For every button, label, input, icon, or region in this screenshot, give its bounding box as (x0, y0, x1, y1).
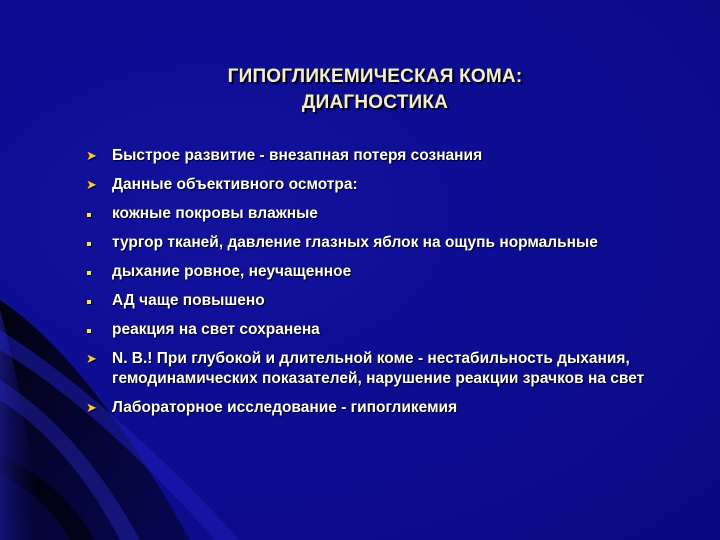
bullet-text: АД чаще повышено (112, 292, 265, 309)
square-dot-icon (87, 271, 91, 275)
square-dot-icon (87, 242, 91, 246)
bullet-list (86, 146, 686, 427)
square-dot-icon (87, 329, 91, 333)
bullet-text: дыхание ровное, неучащенное (112, 263, 352, 280)
bullet-text: Данные объективного осмотра: (112, 176, 358, 193)
bullet-item (86, 349, 686, 389)
bullet-text: реакция на свет сохранена (112, 321, 320, 338)
bullet-item (86, 175, 686, 195)
square-dot-icon (87, 300, 91, 304)
arrow-icon: ➤ (86, 400, 97, 415)
bullet-text: Быстрое развитие - внезапная потеря сознания (112, 147, 483, 164)
arrow-icon: ➤ (86, 177, 97, 192)
bullet-item (86, 204, 686, 224)
bullet-item (86, 398, 686, 418)
bullet-item (86, 233, 686, 253)
bullet-text: тургор тканей, давление глазных яблок на ощупь нормальные (112, 234, 598, 251)
bullet-item (86, 291, 686, 311)
title-line-1: ГИПОГЛИКЕМИЧЕСКАЯ КОМА: (227, 66, 523, 87)
bullet-item (86, 262, 686, 282)
bullet-text: N. B.! При глубокой и длительной коме - нестабильность дыхания, гемодинамических показателей, нарушение реакции зрачков на свет (112, 350, 645, 387)
bullet-text: Лабораторное исследование - гипогликемия (112, 399, 458, 416)
title-line-2: ДИАГНОСТИКА (301, 92, 449, 113)
arrow-icon: ➤ (86, 148, 97, 163)
bullet-item (86, 320, 686, 340)
bullet-item (86, 146, 686, 166)
bullet-text: кожные покровы влажные (112, 205, 318, 222)
slide-title (160, 64, 590, 116)
square-dot-icon (87, 213, 91, 217)
arrow-icon: ➤ (86, 351, 97, 366)
